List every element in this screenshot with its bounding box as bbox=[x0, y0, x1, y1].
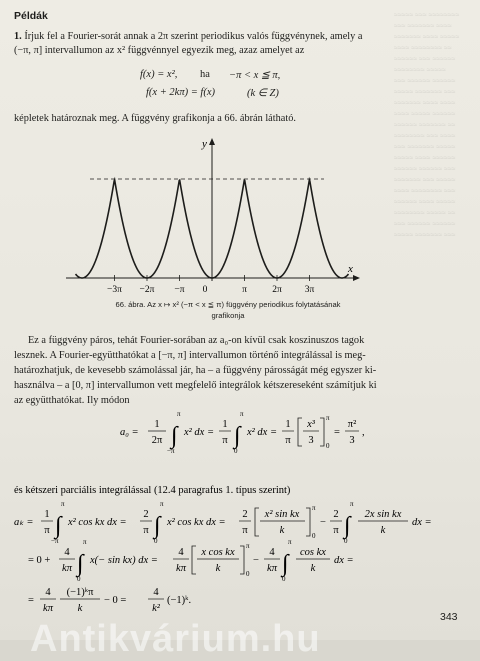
a0-frac3-num: 1 bbox=[285, 419, 291, 430]
y-axis-label: y bbox=[202, 138, 207, 150]
paragraph-4: és kétszeri parciális integrálással (12.4 paragrafus 1. típus szerint) bbox=[14, 485, 291, 496]
line2-frac3-den: kπ bbox=[267, 563, 277, 574]
ak-frac1-den: π bbox=[44, 525, 50, 536]
line2-frac1-num: 4 bbox=[64, 547, 70, 558]
integral-sign: ∫ bbox=[344, 513, 351, 539]
integral-sign: ∫ bbox=[154, 513, 161, 539]
equation-ak-line-2 bbox=[28, 538, 354, 583]
x-tick-label: 3π bbox=[304, 285, 315, 295]
ak-frac3-num: 2 bbox=[242, 509, 248, 520]
x-tick-label: −2π bbox=[139, 285, 155, 295]
x-tick-label: 2π bbox=[272, 285, 282, 295]
line2-frac4-num: cos kx bbox=[300, 547, 326, 558]
formula1-lhs2: f(x + 2kπ) = f(x) bbox=[146, 87, 215, 98]
formula1-cond1: −π < x ≦ π, bbox=[229, 70, 281, 81]
line3-frac2-den: k bbox=[77, 603, 83, 614]
line3-tail: (−1)ᵏ. bbox=[167, 595, 192, 606]
ak-frac1-num: 1 bbox=[44, 509, 50, 520]
figure-caption bbox=[78, 299, 378, 321]
paragraph-3-line-1: Ez a függvény páros, tehát Fourier-sorában az a₀-on kívül csak koszinuszos tagok bbox=[28, 335, 365, 346]
section-heading: Példák bbox=[14, 10, 48, 22]
paragraph-3-line-2: lesznek. A Fourier-együtthatókat a [−π, π] intervallumon történő integrálással is meg- bbox=[14, 350, 366, 361]
a0-bracket-den: 3 bbox=[308, 435, 314, 446]
y-axis-arrow bbox=[209, 138, 215, 145]
ak-frac2-den: π bbox=[143, 525, 149, 536]
right-bracket bbox=[320, 418, 324, 446]
ak-int1-lower: −π bbox=[51, 537, 59, 545]
ak-body2: x² cos kx dx = bbox=[167, 517, 226, 528]
line2-start: = 0 + bbox=[28, 555, 51, 566]
equation-ak-line-1 bbox=[14, 500, 432, 545]
formula1-lhs1: f(x) = x², bbox=[140, 69, 178, 80]
a0-frac2-den: π bbox=[222, 435, 228, 446]
a0-equals: = bbox=[334, 427, 340, 438]
paragraph-1-line-1-text: Írjuk fel a Fourier-sorát annak a 2π szerint periodikus valós függvénynek, amely a bbox=[24, 31, 363, 42]
left-bracket bbox=[255, 508, 259, 536]
a0-frac3-den: π bbox=[285, 435, 291, 446]
a0-bracket-lower: 0 bbox=[326, 442, 330, 450]
ak-bracket-upper: π bbox=[312, 504, 316, 512]
paragraph-3-line-3: határozhatjuk, de kevesebb számolással jár, ha – a függvény párosságát még egyszer ki- bbox=[14, 365, 377, 376]
right-bracket bbox=[306, 508, 310, 536]
ak-frac3-den: π bbox=[242, 525, 248, 536]
a0-bracket-num: x³ bbox=[307, 419, 315, 430]
ak-bracket-den: k bbox=[279, 525, 285, 536]
x-tick-label: −π bbox=[174, 285, 185, 295]
ak-lhs: aₖ = bbox=[14, 517, 34, 528]
equation-ak-line-3 bbox=[28, 587, 191, 614]
integral-sign: ∫ bbox=[55, 513, 62, 539]
line3-frac2-num: (−1)ᵏπ bbox=[66, 587, 94, 598]
a0-result-den: 3 bbox=[349, 435, 355, 446]
figure-caption-line-1: 66. ábra. Az x ↦ x² (−π < x ≦ π) függvény periodikus folytatásának bbox=[115, 300, 341, 309]
integral-sign: ∫ bbox=[77, 551, 84, 577]
line3-frac1-den: kπ bbox=[43, 603, 53, 614]
line3-mid: − 0 = bbox=[104, 595, 127, 606]
line3-frac1-num: 4 bbox=[45, 587, 51, 598]
a0-frac1-num: 1 bbox=[154, 419, 160, 430]
line2-bracket-upper: π bbox=[246, 542, 250, 550]
ak-body1: x² cos kx dx = bbox=[68, 517, 127, 528]
a0-body2: x² dx = bbox=[247, 427, 278, 438]
formula1-cond2: (k ∈ Z) bbox=[247, 88, 279, 99]
formula1-ha: ha bbox=[200, 69, 210, 80]
line2-int2-upper: π bbox=[288, 538, 292, 546]
line3-start: = bbox=[28, 595, 34, 606]
ak-frac4-num: 2 bbox=[333, 509, 339, 520]
equations bbox=[0, 410, 480, 630]
ak-frac4-den: π bbox=[333, 525, 339, 536]
example-number: 1. bbox=[14, 31, 22, 42]
watermark: Antikvárium.hu bbox=[30, 618, 321, 660]
a0-result-num: π² bbox=[347, 419, 357, 430]
paragraph-2: képletek határoznak meg. A függvény grafikonja a 66. ábrán látható. bbox=[14, 113, 296, 124]
a0-body1: x² dx = bbox=[184, 427, 215, 438]
line3-frac3-den: k² bbox=[152, 603, 160, 614]
x-tick-label: 0 bbox=[202, 285, 208, 295]
ak-tail: dx = bbox=[412, 517, 432, 528]
line2-bracket-den: k bbox=[215, 563, 221, 574]
equation-a0 bbox=[120, 410, 365, 455]
page-number: 343 bbox=[440, 611, 458, 623]
line2-frac2-den: kπ bbox=[176, 563, 186, 574]
a0-tail: , bbox=[362, 427, 365, 438]
ak-int3-lower: 0 bbox=[344, 537, 348, 545]
a0-int2-lower: 0 bbox=[234, 447, 238, 455]
integral-sign: ∫ bbox=[282, 551, 289, 577]
line2-bracket-lower: 0 bbox=[246, 570, 250, 578]
a0-frac1-den: 2π bbox=[151, 435, 163, 446]
ak-int2-lower: 0 bbox=[154, 537, 158, 545]
left-bracket bbox=[192, 546, 196, 574]
ak-int3-upper: π bbox=[350, 500, 354, 508]
line2-minus: − bbox=[253, 555, 259, 566]
line2-frac3-num: 4 bbox=[269, 547, 275, 558]
a0-frac2-num: 1 bbox=[222, 419, 228, 430]
ak-bracket-num: x² sin kx bbox=[264, 509, 300, 520]
a0-bracket-upper: π bbox=[326, 414, 330, 422]
a0-int1-lower: −π bbox=[167, 447, 175, 455]
right-bracket bbox=[240, 546, 244, 574]
ak-int2-upper: π bbox=[160, 500, 164, 508]
x-tick-label: −3π bbox=[107, 285, 122, 295]
ak-minus: − bbox=[320, 517, 326, 528]
bleed-through-text: ≈≈≈≈≈ ≈≈≈ ≈≈≈≈≈≈≈≈ ≈≈≈ ≈≈≈≈≈≈≈ ≈≈≈≈ ≈≈≈≈≈≈≈ ≈≈≈≈ ≈≈≈≈≈ ≈≈≈≈ ≈≈≈≈≈≈≈≈ ≈≈ ≈≈≈≈≈≈ ≈≈≈ ≈≈≈≈≈≈ ≈≈≈≈≈≈≈≈ ≈≈≈≈≈ ≈≈≈ ≈≈≈≈≈≈ ≈≈≈≈≈≈ ≈≈≈≈≈ ≈≈≈≈≈≈≈ ≈≈≈ ≈≈≈≈≈≈≈ ≈≈≈≈ ≈≈≈≈ ≈≈≈≈ ≈≈≈≈≈ ≈≈≈≈≈≈ ≈≈≈≈≈≈ ≈≈≈≈≈≈≈ ≈≈ ≈≈≈≈≈≈≈≈ ≈≈≈ ≈≈≈≈ ≈≈≈ ≈≈≈≈≈≈≈ ≈≈≈≈≈ ≈≈≈≈≈ ≈≈≈≈ ≈≈≈≈≈≈ ≈≈≈≈≈≈ ≈≈≈≈≈≈ ≈≈≈ ≈≈≈≈≈≈≈ ≈≈≈ ≈≈≈≈≈ ≈≈≈≈ ≈≈≈≈≈≈≈≈ ≈≈≈ ≈≈≈≈≈≈ ≈≈≈≈ ≈≈≈≈≈ ≈≈≈≈≈≈≈≈ ≈≈≈≈≈ ≈≈ ≈≈≈ ≈≈≈≈≈≈ ≈≈≈≈≈≈ ≈≈≈≈≈ ≈≈≈≈≈≈≈ ≈≈≈ bbox=[394, 12, 460, 239]
left-bracket bbox=[298, 418, 302, 446]
line2-body1: x(− sin kx) dx = bbox=[90, 555, 158, 566]
ak-frac5-num: 2x sin kx bbox=[364, 509, 402, 520]
line3-frac3-num: 4 bbox=[153, 587, 159, 598]
x-axis-label: x bbox=[348, 263, 353, 275]
line2-int1-upper: π bbox=[83, 538, 87, 546]
line2-frac2-num: 4 bbox=[178, 547, 184, 558]
line2-bracket-num: x cos kx bbox=[201, 547, 235, 558]
line2-int2-lower: 0 bbox=[282, 575, 286, 583]
paragraph-1-line-1 bbox=[14, 31, 362, 43]
ak-int1-upper: π bbox=[61, 500, 65, 508]
x-axis-arrow bbox=[353, 275, 360, 281]
line2-int1-lower: 0 bbox=[77, 575, 81, 583]
figure-caption-line-2: grafikonja bbox=[211, 311, 245, 320]
integral-sign: ∫ bbox=[171, 423, 178, 449]
a0-lhs: a₀ = bbox=[120, 427, 139, 438]
figure-66-graph bbox=[60, 133, 370, 297]
line2-tail: dx = bbox=[334, 555, 354, 566]
line2-frac4-den: k bbox=[310, 563, 316, 574]
x-tick-label: π bbox=[242, 285, 247, 295]
paragraph-3-line-4: használva – a [0, π] intervallumon vett megfelelő integrálok kétszereseként számítjuk ki bbox=[14, 380, 377, 391]
a0-int1-upper: π bbox=[177, 410, 181, 418]
paragraph-3-line-5: az együtthatókat. Ily módon bbox=[14, 395, 130, 406]
a0-int2-upper: π bbox=[240, 410, 244, 418]
ak-bracket-lower: 0 bbox=[312, 532, 316, 540]
line2-frac1-den: kπ bbox=[62, 563, 72, 574]
ak-frac5-den: k bbox=[380, 525, 386, 536]
paragraph-1-line-2: (−π, π] intervallumon az x² függvénnyel egyezik meg, azaz amelyet az bbox=[14, 45, 305, 56]
integral-sign: ∫ bbox=[234, 423, 241, 449]
ak-frac2-num: 2 bbox=[143, 509, 149, 520]
